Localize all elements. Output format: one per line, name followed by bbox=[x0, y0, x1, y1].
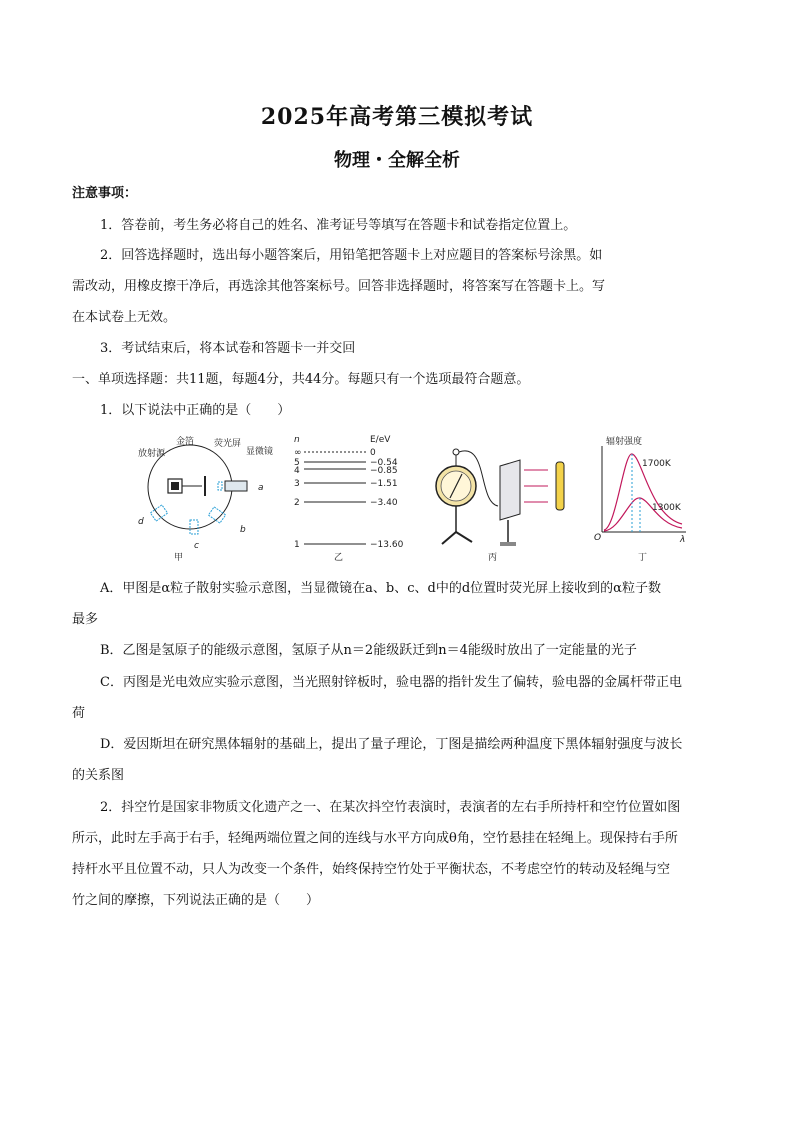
notice-item-3: 3．考试结束后，将本试卷和答题卡一并交回 bbox=[100, 341, 356, 356]
ylabel-intensity: 辐射强度 bbox=[606, 437, 643, 447]
notice-item-1: 1．答卷前，考生务必将自己的姓名、准考证号等填写在答题卡和试卷指定位置上。 bbox=[100, 218, 577, 233]
caption-jia: 甲 bbox=[174, 553, 184, 563]
xlabel-lambda: λ bbox=[680, 535, 686, 545]
level-e-5: −0.54 bbox=[370, 458, 398, 468]
label-a: a bbox=[258, 483, 264, 493]
level-e-inf: 0 bbox=[370, 448, 376, 458]
figure-yi bbox=[290, 432, 410, 562]
q1-option-b: B．乙图是氢原子的能级示意图，氢原子从n＝2能级跃迁到n＝4能级时放出了一定能量的光子 bbox=[100, 643, 637, 658]
figure-bing bbox=[428, 432, 578, 562]
notice-item-2: 2．回答选择题时，选出每小题答案后，用铅笔把答题卡上对应题目的答案标号涂黑。如 bbox=[100, 248, 603, 263]
energy-label: E/eV bbox=[370, 435, 391, 445]
n-label: n bbox=[294, 435, 300, 445]
label-c: c bbox=[194, 541, 199, 551]
label-gold-foil: 金箔 bbox=[176, 437, 195, 447]
question-2-line-1: 2．抖空竹是国家非物质文化遗产之一、在某次抖空竹表演时，表演者的左右手所持杆和空竹位置如图 bbox=[100, 800, 681, 815]
figure-jia bbox=[130, 432, 274, 563]
question-2-line-4: 竹之间的摩擦，下列说法正确的是（ ） bbox=[72, 893, 320, 908]
level-n-5: 5 bbox=[294, 458, 300, 468]
caption-bing: 丙 bbox=[488, 553, 498, 563]
q1-option-d: D．爱因斯坦在研究黑体辐射的基础上，提出了量子理论，丁图是描绘两种温度下黑体辐射强度与波长 bbox=[100, 737, 683, 752]
level-n-inf: ∞ bbox=[294, 448, 302, 458]
level-n-2: 2 bbox=[294, 498, 300, 508]
q1-option-c-cont: 荷 bbox=[72, 706, 86, 721]
q1-option-a: A．甲图是α粒子散射实验示意图，当显微镜在a、b、c、d中的d位置时荧光屏上接收到的α粒子数 bbox=[100, 581, 661, 596]
level-e-4: −0.85 bbox=[370, 466, 398, 476]
curve-1700k: 1700K bbox=[642, 459, 671, 469]
curve-1300k: 1300K bbox=[652, 503, 681, 513]
label-b: b bbox=[240, 525, 246, 535]
figure-ding bbox=[592, 432, 690, 562]
level-e-2: −3.40 bbox=[370, 498, 398, 508]
label-source: 放射源 bbox=[138, 449, 166, 459]
question-1-stem: 1．以下说法中正确的是（ ） bbox=[100, 403, 291, 418]
question-1-figures bbox=[130, 432, 690, 562]
question-2-line-3: 持杆水平且位置不动，只人为改变一个条件，始终保持空竹处于平衡状态，不考虑空竹的转动及轻绳与空 bbox=[72, 862, 671, 877]
page-subtitle: 物理・全解全析 bbox=[334, 150, 460, 171]
level-n-3: 3 bbox=[294, 479, 300, 489]
origin-label: O bbox=[594, 533, 602, 543]
caption-ding: 丁 bbox=[638, 553, 648, 563]
q1-option-a-cont: 最多 bbox=[72, 612, 99, 627]
q1-option-d-cont: 的关系图 bbox=[72, 768, 125, 783]
level-n-1: 1 bbox=[294, 540, 300, 550]
label-microscope: 显微镜 bbox=[246, 447, 274, 457]
notice-item-2-cont: 需改动，用橡皮擦干净后，再选涂其他答案标号。回答非选择题时，将答案写在答题卡上。写 bbox=[72, 279, 606, 294]
notice-item-2-end: 在本试卷上无效。 bbox=[72, 310, 177, 325]
q1-option-c: C．丙图是光电效应实验示意图，当光照射锌板时，验电器的指针发生了偏转，验电器的金属杆带正电 bbox=[100, 675, 682, 690]
label-screen: 荧光屏 bbox=[214, 439, 242, 449]
question-2-line-2: 所示，此时左手高于右手，轻绳两端位置之间的连线与水平方向成θ角，空竹悬挂在轻绳上。现保持右手所 bbox=[72, 831, 678, 846]
level-n-4: 4 bbox=[294, 466, 300, 476]
page-title: 2025年高考第三模拟考试 bbox=[260, 104, 534, 130]
label-d: d bbox=[138, 517, 144, 527]
level-e-3: −1.51 bbox=[370, 479, 398, 489]
level-e-1: −13.60 bbox=[370, 540, 404, 550]
caption-yi: 乙 bbox=[334, 553, 344, 563]
notice-heading: 注意事项： bbox=[72, 186, 138, 201]
section-heading: 一、单项选择题：共11题，每题4分，共44分。每题只有一个选项最符合题意。 bbox=[72, 372, 530, 387]
